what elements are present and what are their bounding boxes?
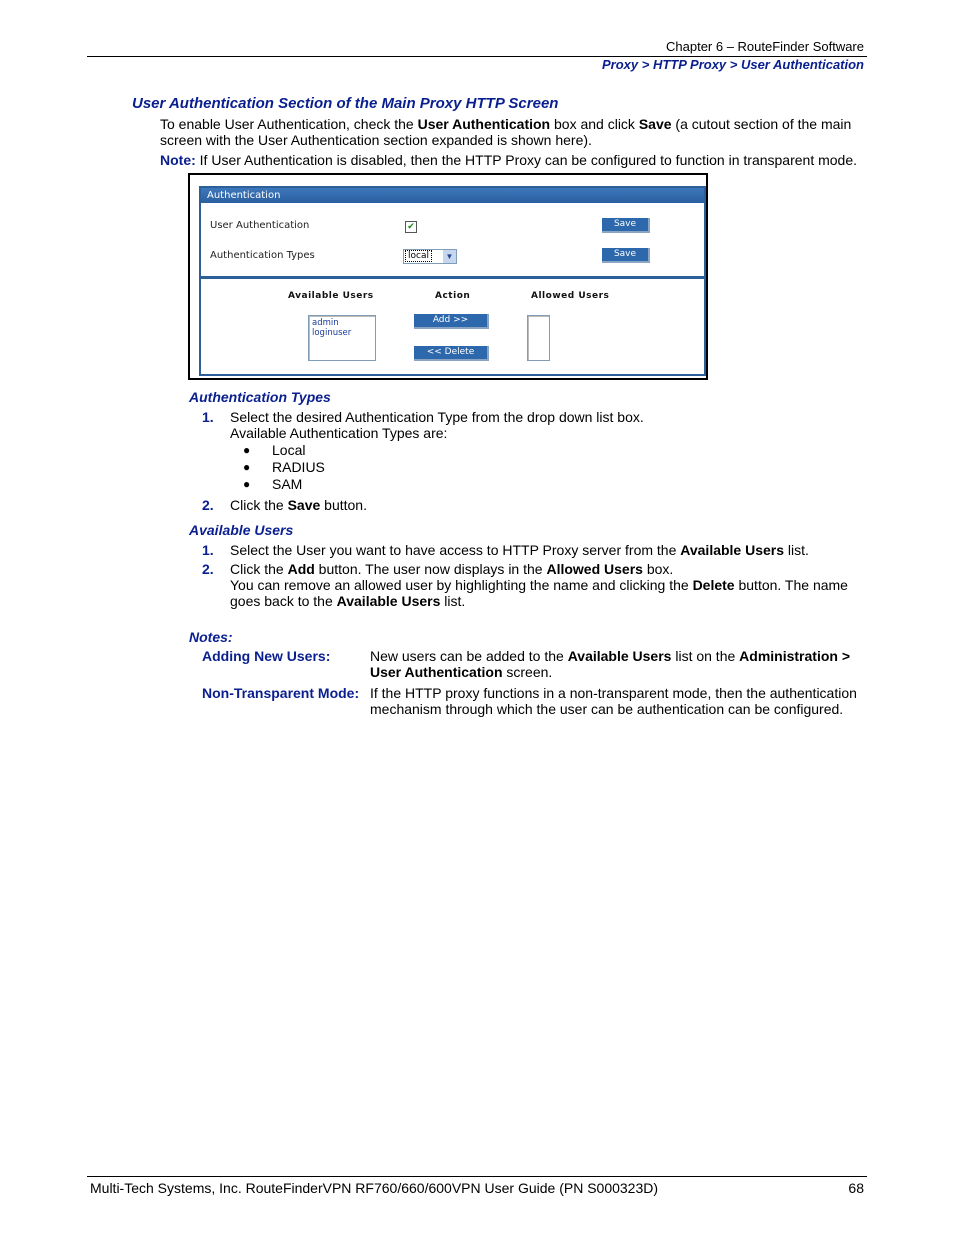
- section-divider: [201, 276, 704, 279]
- user-auth-label: User Authentication: [210, 220, 310, 231]
- step-bold: Save: [287, 497, 321, 513]
- step-text: Click the: [230, 497, 288, 513]
- col-available-users: Available Users: [288, 291, 374, 301]
- available-users-list[interactable]: [308, 315, 376, 361]
- chevron-down-icon: ▼: [443, 250, 456, 263]
- available-users-step2: [230, 561, 870, 609]
- note-term-adding-users: Adding New Users:: [202, 648, 331, 664]
- bullet-icon: ●: [243, 477, 251, 491]
- step-number: 1.: [202, 542, 214, 558]
- save-button[interactable]: Save: [602, 248, 650, 263]
- col-allowed-users: Allowed Users: [531, 291, 610, 301]
- auth-types-label: Authentication Types: [210, 250, 315, 261]
- auth-types-step1: [230, 409, 870, 441]
- add-button[interactable]: Add >>: [414, 314, 489, 329]
- header-chapter: Chapter 6 – RouteFinder Software: [666, 39, 864, 54]
- step-number: 2.: [202, 561, 214, 577]
- auth-types-step2: [230, 497, 870, 513]
- step-text: Select the desired Authentication Type from the drop down list box.: [230, 409, 644, 425]
- save-button[interactable]: Save: [602, 218, 650, 233]
- note-bold: Available Users: [567, 648, 672, 664]
- step-bold: Available Users: [336, 593, 441, 609]
- step-number: 1.: [202, 409, 214, 425]
- notes-heading: Notes:: [189, 629, 233, 645]
- authentication-panel: [199, 186, 706, 376]
- step-bold: Delete: [692, 577, 735, 593]
- note-def-non-transparent: If the HTTP proxy functions in a non-transparent mode, then the authentication mechanism through which the user can be authentication can be configured.: [370, 685, 857, 717]
- intro-text: box and click: [550, 116, 639, 132]
- step-bold: Allowed Users: [546, 561, 643, 577]
- intro-text: (a cutout section of the main screen with the User Authentication section expanded is shown here).: [160, 116, 852, 148]
- step-text: box.: [642, 561, 674, 577]
- list-item[interactable]: loginuser: [312, 328, 352, 338]
- auth-types-heading: Authentication Types: [189, 389, 331, 405]
- auth-type-radius: RADIUS: [272, 459, 325, 475]
- note-text: New users can be added to the: [370, 648, 568, 664]
- auth-type-sam: SAM: [272, 476, 303, 492]
- note-bold: Administration > User Authentication: [370, 648, 851, 680]
- step-text: You can remove an allowed user by highlighting the name and clicking the: [230, 577, 693, 593]
- available-users-heading: Available Users: [189, 522, 294, 538]
- panel-titlebar: Authentication: [201, 188, 704, 203]
- intro-bold-save: Save: [638, 116, 672, 132]
- auth-type-local: Local: [272, 442, 306, 458]
- note-text: screen.: [502, 664, 553, 680]
- step-text: list.: [784, 542, 809, 558]
- available-users-step1: [230, 542, 870, 558]
- intro-text: To enable User Authentication, check the: [160, 116, 418, 132]
- step-bold: Add: [287, 561, 315, 577]
- note-label: Note:: [160, 152, 196, 168]
- intro-note: [160, 152, 870, 168]
- settings-section: [201, 203, 704, 276]
- step-text: list.: [440, 593, 466, 609]
- footer-text: Multi-Tech Systems, Inc. RouteFinderVPN RF760/660/600VPN User Guide (PN S000323D): [90, 1180, 659, 1196]
- note-def-adding-users: [370, 648, 870, 680]
- intro-paragraph: [160, 116, 870, 148]
- step-text: Select the User you want to have access to HTTP Proxy server from the: [230, 542, 681, 558]
- section-title: User Authentication Section of the Main Proxy HTTP Screen: [132, 95, 559, 112]
- header-breadcrumb: Proxy > HTTP Proxy > User Authentication: [602, 57, 864, 72]
- step-number: 2.: [202, 497, 214, 513]
- allowed-users-list[interactable]: [527, 315, 550, 361]
- delete-button[interactable]: << Delete: [414, 346, 489, 361]
- intro-bold-user-auth: User Authentication: [417, 116, 551, 132]
- bullet-icon: ●: [243, 460, 251, 474]
- auth-type-select[interactable]: [403, 249, 457, 264]
- authentication-screenshot: [188, 173, 708, 380]
- step-text: Available Authentication Types are:: [230, 425, 448, 441]
- col-action: Action: [435, 291, 471, 301]
- step-text: button. The name goes back to the: [230, 577, 848, 609]
- step-bold: Available Users: [680, 542, 785, 558]
- page-number: 68: [848, 1180, 864, 1196]
- step-text: Click the: [230, 561, 288, 577]
- step-text: button.: [320, 497, 367, 513]
- note-term-non-transparent: Non-Transparent Mode:: [202, 685, 360, 701]
- user-auth-checkbox[interactable]: ✔: [405, 221, 417, 233]
- note-text: If User Authentication is disabled, then the HTTP Proxy can be configured to function in transparent mode.: [195, 152, 858, 168]
- bullet-icon: ●: [243, 443, 251, 457]
- list-item[interactable]: admin: [312, 318, 339, 328]
- note-text: list on the: [671, 648, 740, 664]
- auth-type-value: local: [408, 251, 429, 261]
- step-text: button. The user now displays in the: [314, 561, 547, 577]
- footer-rule: [87, 1176, 867, 1177]
